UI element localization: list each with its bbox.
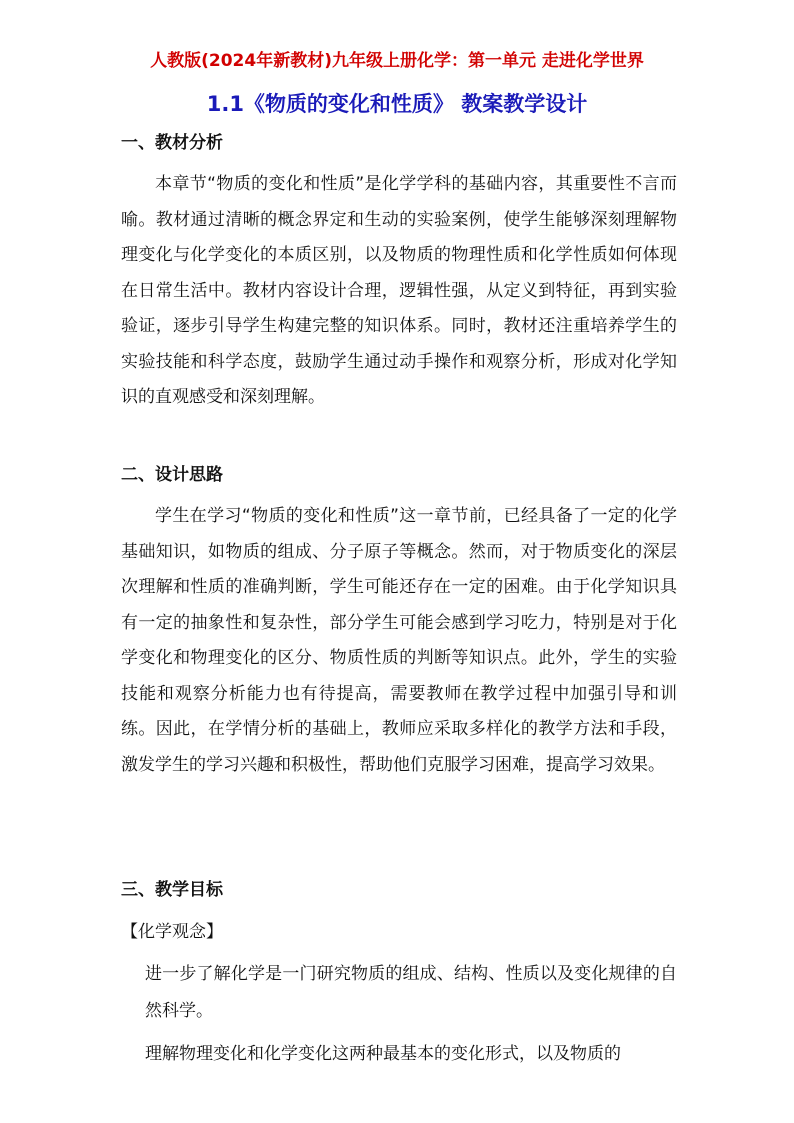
design-paragraph: 学生在学习“物质的变化和性质”这一章节前，已经具备了一定的化学基础知识，如物质的组成、分子原子等概念。然而，对于物质变化的深层次理解和性质的准确判断，学生可能还存在一定的困难。由于化学知识具有一定的抽象性和复杂性，部分学生可能会感到学习吃力，特别是对于化学变化和物理变化的区分、物质性质的判断等知识点。此外，学生的实验技能和观察分析能力也有待提高，需要教师在教学过程中加强引导和训练。因此，在学情分析的基础上，教师应采取多样化的教学方法和手段，激发学生的学习兴趣和积极性，帮助他们克服学习困难，提高学习效果。: [121, 506, 677, 775]
section-heading-design: 二、设计思路: [121, 465, 223, 485]
document-lesson-title: 1.1《物质的变化和性质》 教案教学设计: [206, 92, 588, 116]
section-heading-analysis: 一、教材分析: [121, 133, 223, 153]
section-heading-goals: 三、教学目标: [121, 880, 223, 900]
goals-subheading-chemistry-concept: 【化学观念】: [121, 922, 223, 942]
goal-item-1: 进一步了解化学是一门研究物质的组成、结构、性质以及变化规律的自然科学。: [145, 964, 677, 1021]
document-series-title: 人教版(2024年新教材)九年级上册化学：第一单元 走进化学世界: [150, 51, 644, 71]
goal-item-2: 理解物理变化和化学变化这两种最基本的变化形式，以及物质的: [145, 1044, 621, 1064]
analysis-paragraph: 本章节“物质的变化和性质”是化学学科的基础内容，其重要性不言而喻。教材通过清晰的概念界定和生动的实验案例，使学生能够深刻理解物理变化与化学变化的本质区别，以及物质的物理性质和化学性质如何体现在日常生活中。教材内容设计合理，逻辑性强，从定义到特征，再到实验验证，逐步引导学生构建完整的知识体系。同时，教材还注重培养学生的实验技能和科学态度，鼓励学生通过动手操作和观察分析，形成对化学知识的直观感受和深刻理解。: [121, 174, 677, 407]
